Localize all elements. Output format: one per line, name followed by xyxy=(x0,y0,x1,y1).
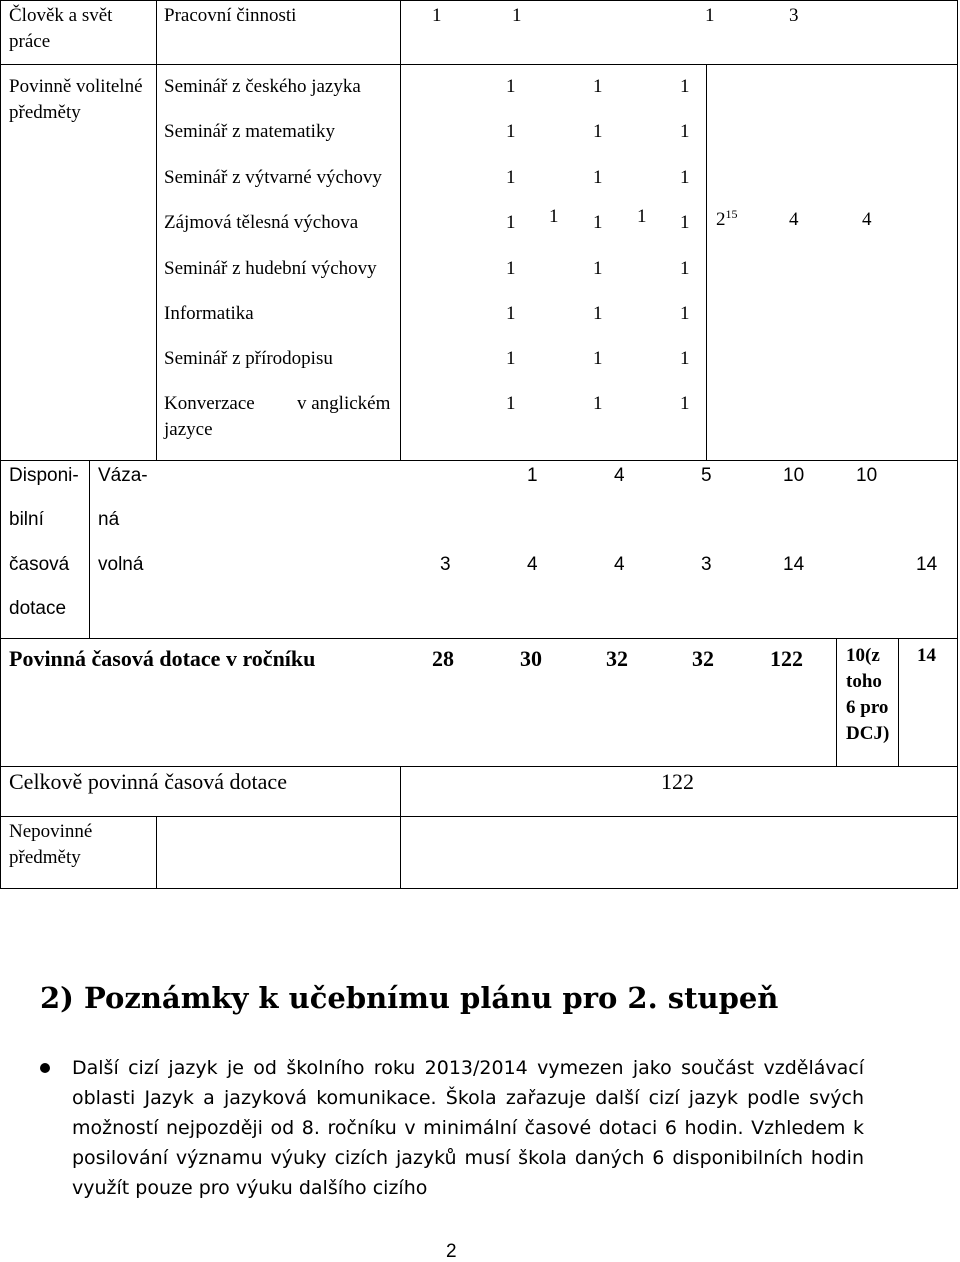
rule xyxy=(957,0,958,889)
rule xyxy=(400,766,401,889)
hours-total: 122 xyxy=(661,769,694,794)
subject-name: v anglickém xyxy=(297,393,391,414)
hours-cell: 1 xyxy=(506,121,516,142)
row-label: Váza- xyxy=(98,465,148,486)
dcj-note: toho xyxy=(846,671,882,692)
hours-cell: 10 xyxy=(856,465,878,486)
subject-name: Seminář z výtvarné výchovy xyxy=(164,167,382,188)
subject-name: Seminář z hudební výchovy xyxy=(164,258,377,279)
hours-cell: 4 xyxy=(789,209,799,230)
page-number: 2 xyxy=(446,1241,457,1262)
hours-cell: 1 xyxy=(506,167,516,188)
area-name: Povinně volitelné xyxy=(9,76,143,97)
hours-cell: 32 xyxy=(692,646,714,671)
hours-cell: 1 xyxy=(680,393,690,414)
rule xyxy=(0,816,958,817)
rule xyxy=(0,64,958,65)
rule xyxy=(0,0,1,889)
hours-cell: 1 xyxy=(506,303,516,324)
hours-cell: 1 xyxy=(593,76,603,97)
hours-cell: 1 xyxy=(506,258,516,279)
hours-cell: 1 xyxy=(593,121,603,142)
hours-cell: 1 xyxy=(593,393,603,414)
hours-cell: 1 xyxy=(593,303,603,324)
subject-name: Seminář z přírodopisu xyxy=(164,348,333,369)
subject-name: Informatika xyxy=(164,303,254,324)
subject-name: Zájmová tělesná výchova xyxy=(164,212,359,233)
row-label: předměty xyxy=(9,847,81,868)
hours-cell: 14 xyxy=(783,554,805,575)
footnote-mark: 15 xyxy=(725,207,738,221)
rule xyxy=(898,638,899,766)
rule xyxy=(0,460,958,461)
hours-cell: 1 xyxy=(705,5,715,26)
hours-cell: 1 xyxy=(527,465,538,486)
hours-sum: 1 xyxy=(637,206,647,227)
hours-cell: 4 xyxy=(614,465,625,486)
hours-cell: 1 xyxy=(506,212,516,233)
rule xyxy=(0,638,958,639)
hours-cell: 1 xyxy=(680,303,690,324)
total-base: 2 xyxy=(716,209,726,230)
notes-heading: 2) Poznámky k učebnímu plánu pro 2. stupeň xyxy=(40,981,779,1015)
area-name: předměty xyxy=(9,102,81,123)
hours-cell: 1 xyxy=(680,212,690,233)
hours-sum: 1 xyxy=(549,206,559,227)
hours-cell: 1 xyxy=(680,348,690,369)
row-label: volná xyxy=(98,554,144,575)
rule xyxy=(89,460,90,638)
hours-cell: 10 xyxy=(783,465,805,486)
row-label: Celkově povinná časová dotace xyxy=(9,769,287,794)
hours-cell: 1 xyxy=(506,393,516,414)
hours-cell: 1 xyxy=(680,121,690,142)
area-name: Člověk a svět xyxy=(9,5,113,26)
rule xyxy=(0,888,958,889)
row-label: časová xyxy=(9,554,70,575)
rule xyxy=(706,64,707,461)
hours-cell: 3 xyxy=(440,554,451,575)
hours-cell: 122 xyxy=(770,646,803,671)
subject-name: jazyce xyxy=(164,419,213,440)
hours-cell: 1 xyxy=(432,5,442,26)
hours-cell: 1 xyxy=(512,5,522,26)
hours-cell: 4 xyxy=(527,554,538,575)
rule xyxy=(156,0,157,461)
rule xyxy=(400,0,401,461)
hours-cell: 1 xyxy=(680,258,690,279)
rule xyxy=(0,0,958,1)
hours-cell: 1 xyxy=(593,348,603,369)
subject-name: Seminář z matematiky xyxy=(164,121,335,142)
hours-cell: 28 xyxy=(432,646,454,671)
hours-cell: 5 xyxy=(701,465,712,486)
bullet-icon xyxy=(40,1063,50,1073)
dcj-note: 6 pro xyxy=(846,697,889,718)
hours-cell: 1 xyxy=(506,348,516,369)
hours-cell: 1 xyxy=(593,167,603,188)
hours-cell: 1 xyxy=(506,76,516,97)
row-label: bilní xyxy=(9,509,44,530)
hours-cell: 30 xyxy=(520,646,542,671)
hours-cell: 1 xyxy=(593,258,603,279)
area-name: práce xyxy=(9,31,51,52)
row-label: Povinná časová dotace v ročníku xyxy=(9,646,316,671)
hours-cell: 1 xyxy=(680,167,690,188)
hours-total: 3 xyxy=(789,5,799,26)
hours-cell: 3 xyxy=(701,554,712,575)
row-label: Nepovinné xyxy=(9,821,93,842)
hours-cell: 14 xyxy=(916,554,938,575)
note-paragraph: Další cizí jazyk je od školního roku 2013/2014 vymezen jako součást vzdělávací oblasti Jazyk a jazyková komunikace. Škola zařazuje další cizí jazyk podle svých možností nejpozději od 8. ročníku v minimální časové dotaci 6 hodin. Vzhledem k posilování významu výuky cizích jazyků musí škola daných 6 disponibilních hodin využít pouze pro výuku dalšího cizího xyxy=(72,1057,864,1199)
hours-cell: 14 xyxy=(917,645,936,666)
row-label: dotace xyxy=(9,598,67,619)
subject-name: Pracovní činnosti xyxy=(164,5,297,26)
dcj-note: 10(z xyxy=(846,645,880,666)
row-label: Disponi- xyxy=(9,465,79,486)
hours-cell: 4 xyxy=(614,554,625,575)
row-label: ná xyxy=(98,509,120,530)
hours-cell: 1 xyxy=(680,76,690,97)
rule xyxy=(156,816,157,889)
hours-total xyxy=(716,207,738,230)
rule xyxy=(0,766,958,767)
hours-cell: 4 xyxy=(862,209,872,230)
dcj-note: DCJ) xyxy=(846,723,890,744)
hours-cell: 1 xyxy=(593,212,603,233)
hours-cell: 32 xyxy=(606,646,628,671)
rule xyxy=(836,638,837,766)
subject-name: Seminář z českého jazyka xyxy=(164,76,361,97)
subject-name: Konverzace xyxy=(164,393,255,414)
